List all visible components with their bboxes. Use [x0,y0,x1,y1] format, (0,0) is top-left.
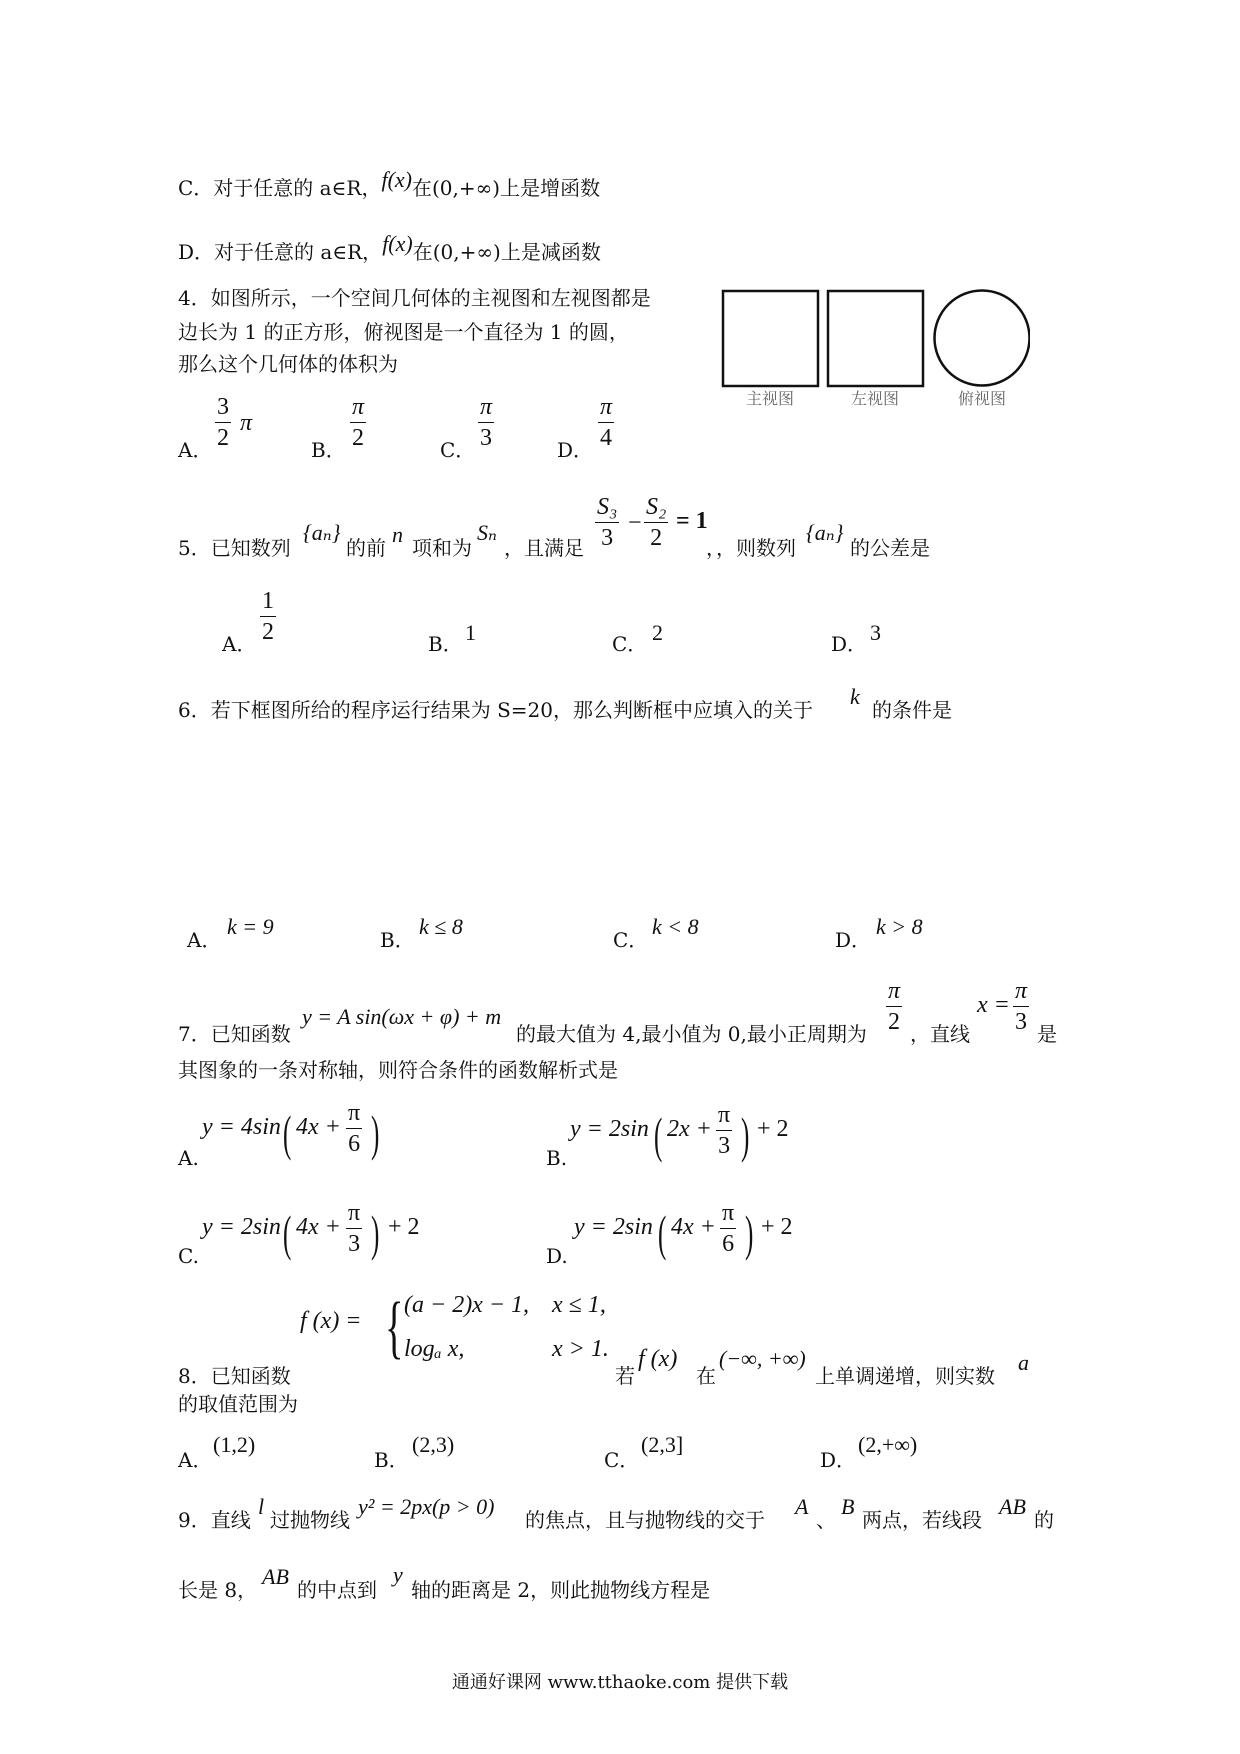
front-view-square [723,291,818,386]
front-view-label: 主视图 [745,389,795,408]
side-view-label: 左视图 [850,389,900,408]
q4-stem-line3: 那么这个几何体的体积为 [178,352,398,376]
top-view-label: 俯视图 [957,389,1007,408]
q3-option-d: D．对于任意的 a∈R，f(x)在(0,+∞)上是减函数 [178,231,601,264]
q7-stem-line2: 其图象的一条对称轴，则符合条件的函数解析式是 [178,1058,618,1082]
q8-stem-line2: 的取值范围为 [178,1392,298,1416]
page-footer: 通通好课网 www.tthaoke.com 提供下载 [451,1672,789,1693]
side-view-square [828,291,923,386]
top-view-circle [935,291,1030,386]
q3-option-c: C．对于任意的 a∈R，f(x)在(0,+∞)上是增函数 [178,167,601,200]
q4-stem-line1: 4．如图所示，一个空间几何体的主视图和左视图都是 [178,286,651,310]
q4-stem-line2: 边长为 1 的正方形，俯视图是一个直径为 1 的圆， [178,320,629,344]
three-view-figure [715,285,1030,415]
